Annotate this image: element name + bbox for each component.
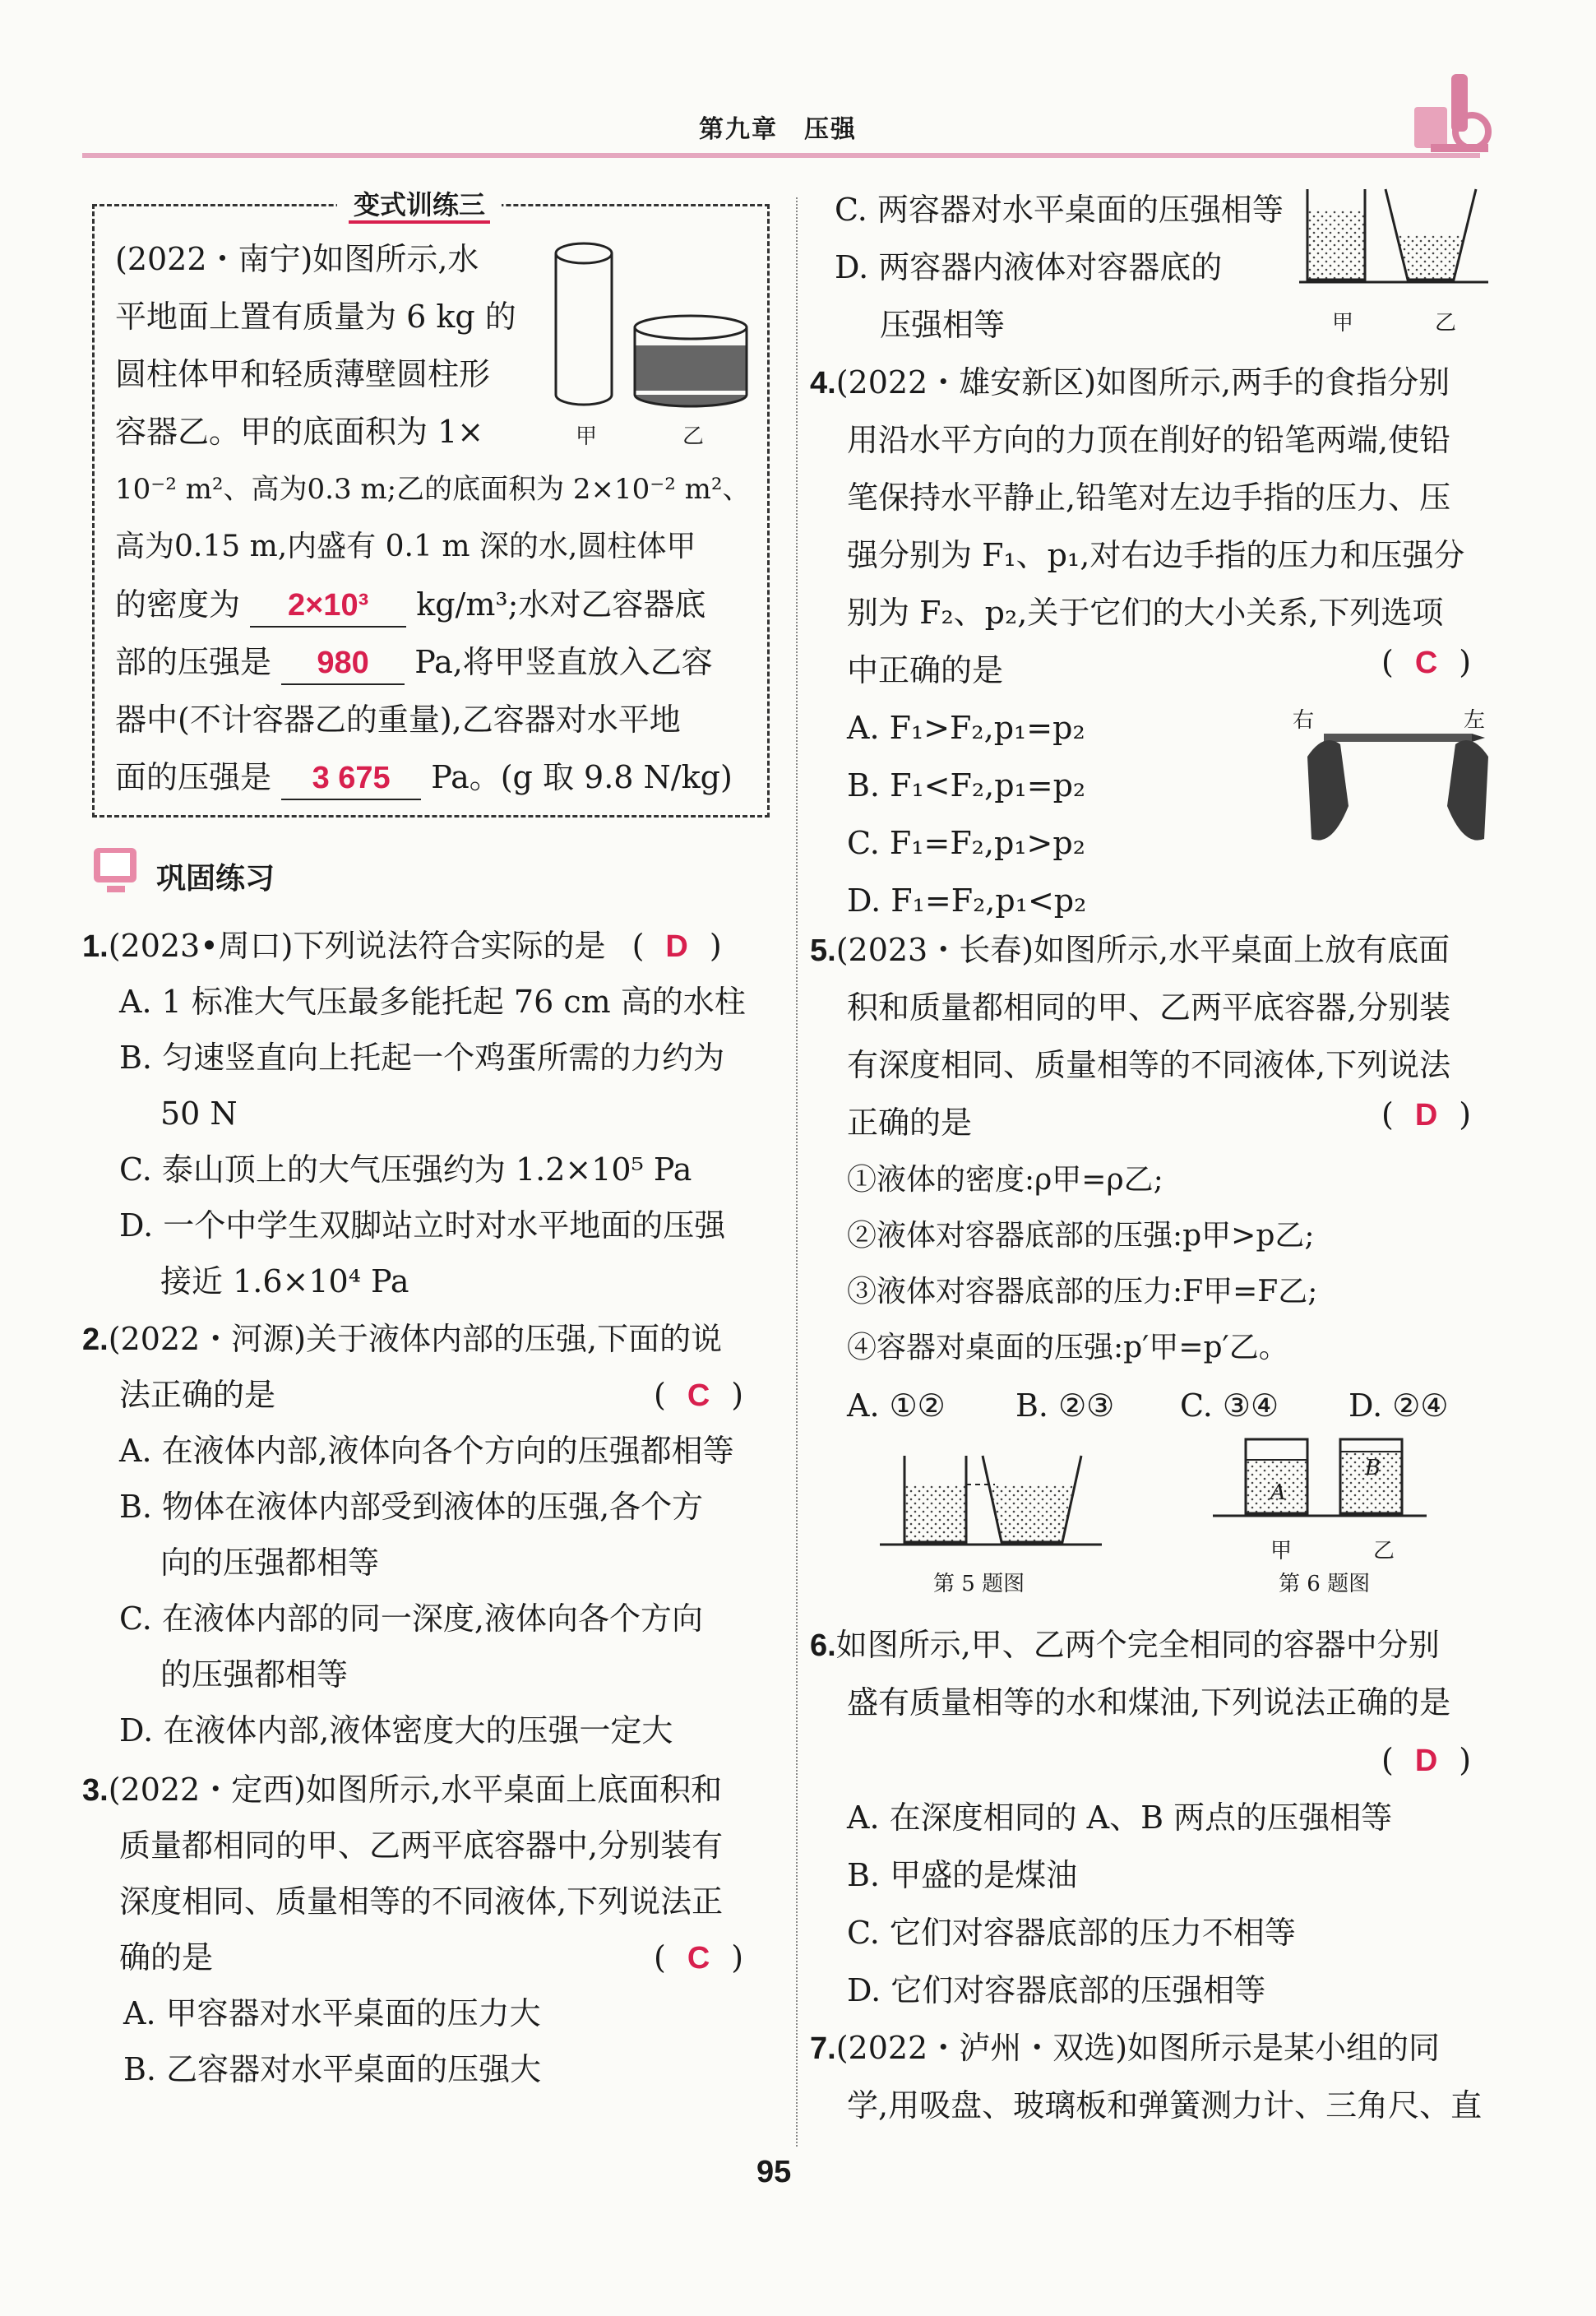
q4-stem-3: 笔保持水平静止,铅笔对左边手指的压力、压 [847,479,1451,516]
q3-stem-3: 深度相同、质量相等的不同液体,下列说法正 [119,1883,724,1920]
q5-statement-2: ②液体对容器底部的压强:p甲>p乙; [847,1219,1315,1253]
q6-answer-bracket: ( D ) [1381,1742,1472,1778]
q4-option-d: D. F₁=F₂,p₁<p₂ [847,882,1087,919]
q2-option-d: D. 在液体内部,液体密度大的压强一定大 [119,1712,673,1749]
q5-option-a: A. ①② [847,1387,946,1424]
q3-option-d: D. 两容器内液体对容器底的 [835,249,1223,285]
q3-stem-1: 3.(2022・定西)如图所示,水平桌面上底面积和 [82,1772,723,1808]
q1-option-a: A. 1 标准大气压最多能托起 76 cm 高的水柱 [119,984,746,1020]
practice-box-title: 变式训练三 [337,185,502,225]
q4-stem-6: 中正确的是 [847,652,1004,688]
q4-option-b: B. F₁<F₂,p₁=p₂ [847,767,1086,804]
q6-fig-label-yi: 乙 [1373,1539,1395,1563]
box-line-1: (2022・南宁)如图所示,水 [115,241,479,277]
box-line-7: 的密度为 2×10³ kg/m³;水对乙容器底 [115,584,705,628]
q2-stem-1: 2.(2022・河源)关于液体内部的压强,下面的说 [82,1321,723,1357]
q5-statement-4: ④容器对桌面的压强:p′甲=p′乙。 [847,1331,1288,1364]
box-line-8: 部的压强是 980 Pa,将甲竖直放入乙容 [115,642,713,685]
q3-answer-bracket: ( C ) [654,1939,744,1976]
q4-option-c: C. F₁=F₂,p₁>p₂ [847,825,1085,861]
q5-figure-caption: 第 5 题图 [933,1572,1025,1596]
q1-option-d-cont: 接近 1.6×10⁴ Pa [160,1263,409,1299]
cylinder-figure [543,239,756,444]
q5-stem-2: 积和质量都相同的甲、乙两平底容器,分别装 [847,989,1451,1026]
q1-option-b-cont: 50 N [160,1095,238,1132]
q6-point-a: A [1270,1480,1286,1505]
chapter-title: 第九章 压强 [699,115,857,144]
q4-option-a: A. F₁>F₂,p₁=p₂ [847,710,1085,746]
q6-stem-1: 6.如图所示,甲、乙两个完全相同的容器中分别 [810,1627,1440,1663]
microscope-icon [1398,58,1497,156]
q3-figure [1299,185,1488,300]
q5-option-b: B. ②③ [1015,1387,1115,1424]
q5-stem-1: 5.(2023・长春)如图所示,水平桌面上放有底面 [810,932,1450,968]
q5-option-c: C. ③④ [1180,1387,1279,1424]
q6-stem-2: 盛有质量相等的水和煤油,下列说法正确的是 [847,1684,1451,1721]
box-line-5: 10⁻² m²、高为0.3 m;乙的底面积为 2×10⁻² m²、 [115,473,751,506]
q6-figure-caption: 第 6 题图 [1279,1572,1371,1596]
q1-option-c: C. 泰山顶上的大气压强约为 1.2×10⁵ Pa [119,1151,692,1188]
pressure-answer: 980 [281,642,405,685]
q7-stem-2: 学,用吸盘、玻璃板和弹簧测力计、三角尺、直 [847,2087,1483,2124]
q5-statement-3: ③液体对容器底部的压力:F甲=F乙; [847,1275,1318,1309]
box-fig-label-yi: 乙 [682,424,705,449]
box-line-2: 平地面上置有质量为 6 kg 的 [115,299,516,335]
q4-stem-1: 4.(2022・雄安新区)如图所示,两手的食指分别 [810,364,1450,401]
q3-option-d-cont: 压强相等 [880,307,1006,343]
q2-answer-bracket: ( C ) [654,1377,744,1413]
q3-stem-4: 确的是 [119,1939,214,1976]
q2-option-b: B. 物体在液体内部受到液体的压强,各个方 [119,1489,704,1525]
monitor-icon [89,843,146,901]
box-line-6: 高为0.15 m,内盛有 0.1 m 深的水,圆柱体甲 [115,530,696,563]
density-answer: 2×10³ [250,585,406,628]
q5-statement-1: ①液体的密度:ρ甲=ρ乙; [847,1163,1163,1197]
q3-option-a: A. 甲容器对水平桌面的压力大 [123,1995,541,2031]
q6-option-c: C. 它们对容器底部的压力不相等 [847,1915,1296,1951]
q5-figure [880,1452,1102,1559]
box-line-10: 面的压强是 3 675 Pa。(g 取 9.8 N/kg) [115,757,733,800]
box-line-9: 器中(不计容器乙的重量),乙容器对水平地 [115,702,681,738]
q4-stem-5: 别为 F₂、p₂,关于它们的大小关系,下列选项 [847,595,1444,631]
q6-option-b: B. 甲盛的是煤油 [847,1857,1078,1893]
q2-option-b-cont: 向的压强都相等 [160,1545,380,1581]
page-number: 95 [756,2155,792,2189]
q4-fig-label-left: 左 [1464,708,1486,733]
q6-fig-label-jia: 甲 [1270,1539,1293,1563]
q6-option-a: A. 在深度相同的 A、B 两点的压强相等 [847,1800,1393,1836]
final-pressure-answer: 3 675 [281,757,421,800]
q4-answer-bracket: ( C ) [1381,644,1472,680]
q1-option-b: B. 匀速竖直向上托起一个鸡蛋所需的力约为 [119,1040,725,1076]
q1-answer: D [665,929,688,964]
q5-stem-4: 正确的是 [847,1105,973,1141]
q1-option-d: D. 一个中学生双脚站立时对水平地面的压强 [119,1207,726,1244]
q6-point-b: B [1365,1456,1381,1480]
q7-stem-1: 7.(2022・泸州・双选)如图所示是某小组的同 [810,2030,1441,2066]
q5-stem-3: 有深度相同、质量相等的不同液体,下列说法 [847,1047,1451,1083]
box-line-4: 容器乙。甲的底面积为 1× [115,414,484,450]
q1-stem: 1.(2023•周口)下列说法符合实际的是 ( D ) [82,928,722,964]
q3-fig-label-jia: 甲 [1332,311,1354,336]
q2-stem-2: 法正确的是 [119,1377,276,1413]
box-line-3: 圆柱体甲和轻质薄壁圆柱形 [115,356,491,392]
header-rule [82,153,1480,158]
q3-option-b: B. 乙容器对水平桌面的压强大 [123,2051,542,2087]
q6-option-d: D. 它们对容器底部的压强相等 [847,1972,1266,2008]
q5-option-d: D. ②④ [1349,1387,1449,1424]
q5-answer-bracket: ( D ) [1381,1096,1472,1133]
q4-stem-2: 用沿水平方向的力顶在削好的铅笔两端,使铅 [847,422,1451,458]
box-fig-label-jia: 甲 [576,424,598,449]
column-divider [796,197,798,2147]
q2-option-a: A. 在液体内部,液体向各个方向的压强都相等 [119,1433,734,1469]
section-title: 巩固练习 [156,861,275,895]
q2-option-c-cont: 的压强都相等 [160,1656,349,1693]
q4-fig-label-right: 右 [1293,708,1315,733]
q6-figure [1213,1435,1427,1534]
q4-stem-4: 强分别为 F₁、p₁,对右边手指的压力和压强分 [847,537,1465,573]
q3-option-c: C. 两容器对水平桌面的压强相等 [835,192,1284,228]
q3-stem-2: 质量都相同的甲、乙两平底容器中,分别装有 [119,1827,724,1864]
q2-option-c: C. 在液体内部的同一深度,液体向各个方向 [119,1600,703,1637]
q3-fig-label-yi: 乙 [1435,311,1457,336]
